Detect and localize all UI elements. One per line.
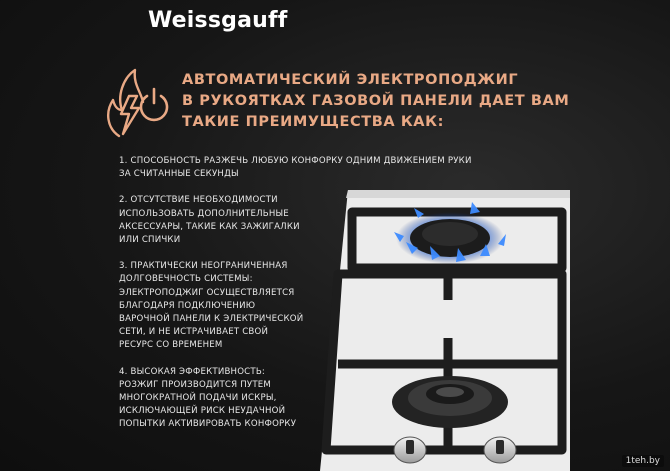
- headline-line: ТАКИЕ ПРЕИМУЩЕСТВА КАК:: [182, 114, 444, 130]
- benefit-line: ВАРОЧНОЙ ПАНЕЛИ К ЭЛЕКТРИЧЕСКОЙ: [119, 314, 304, 325]
- benefit-line: ИСПОЛЬЗОВАТЬ ДОПОЛНИТЕЛЬНЫЕ: [119, 208, 289, 219]
- control-knob[interactable]: [394, 437, 426, 463]
- headline-line: АВТОМАТИЧЕСКИЙ ЭЛЕКТРОПОДЖИГ: [182, 72, 519, 88]
- benefit-line: ИЛИ СПИЧКИ: [119, 235, 181, 246]
- benefit-line: РЕСУРС СО ВРЕМЕНЕМ: [119, 340, 223, 351]
- power-icon: [141, 89, 167, 120]
- benefit-line: РОЗЖИГ ПРОИЗВОДИТСЯ ПУТЕМ: [119, 379, 272, 390]
- benefit-line: ПОПЫТКИ АКТИВИРОВАТЬ КОНФОРКУ: [119, 419, 297, 430]
- headline: [182, 70, 582, 133]
- benefit-line: 4. ВЫСОКАЯ ЭФФЕКТИВНОСТЬ:: [119, 366, 266, 377]
- benefit-line: БЛАГОДАРЯ ПОДКЛЮЧЕНИЮ: [119, 300, 256, 311]
- benefits-list: [119, 155, 472, 432]
- benefit-item: [119, 194, 429, 247]
- site-watermark: 1teh.by: [622, 455, 664, 467]
- brand-logo: Weissgauff: [148, 8, 288, 33]
- benefit-line: 1. СПОСОБНОСТЬ РАЗЖЕЧЬ ЛЮБУЮ КОНФОРКУ ОДНИМ ДВИЖЕНИЕМ РУКИ: [119, 156, 472, 166]
- benefit-line: ИСКЛЮЧАЮЩЕЙ РИСК НЕУДАЧНОЙ: [119, 406, 286, 417]
- benefit-line: СЕТИ, И НЕ ИСТРАЧИВАЕТ СВОЙ: [119, 327, 269, 338]
- benefit-item: [119, 155, 472, 181]
- ignition-icon-group: [103, 66, 169, 140]
- benefit-line: АКСЕССУАРЫ, ТАКИЕ КАК ЗАЖИГАЛКИ: [119, 221, 300, 232]
- benefit-line: ЗА СЧИТАННЫЕ СЕКУНДЫ: [119, 169, 239, 180]
- control-knob[interactable]: [484, 437, 516, 463]
- headline-line: В РУКОЯТКАХ ГАЗОВОЙ ПАНЕЛИ ДАЕТ ВАМ: [182, 93, 570, 109]
- benefit-line: ЭЛЕКТРОПОДЖИГ ОСУЩЕСТВЛЯЕТСЯ: [119, 287, 295, 298]
- benefit-item: [119, 260, 429, 352]
- benefit-line: ДОЛГОВЕЧНОСТЬ СИСТЕМЫ:: [119, 274, 253, 285]
- flame-bolt-icon: [108, 70, 143, 136]
- benefit-item: [119, 366, 429, 432]
- benefit-line: 2. ОТСУТСТВИЕ НЕОБХОДИМОСТИ: [119, 195, 278, 206]
- benefit-line: 3. ПРАКТИЧЕСКИ НЕОГРАНИЧЕННАЯ: [119, 261, 288, 272]
- benefit-line: МНОГОКРАТНОЙ ПОДАЧИ ИСКРЫ,: [119, 393, 277, 404]
